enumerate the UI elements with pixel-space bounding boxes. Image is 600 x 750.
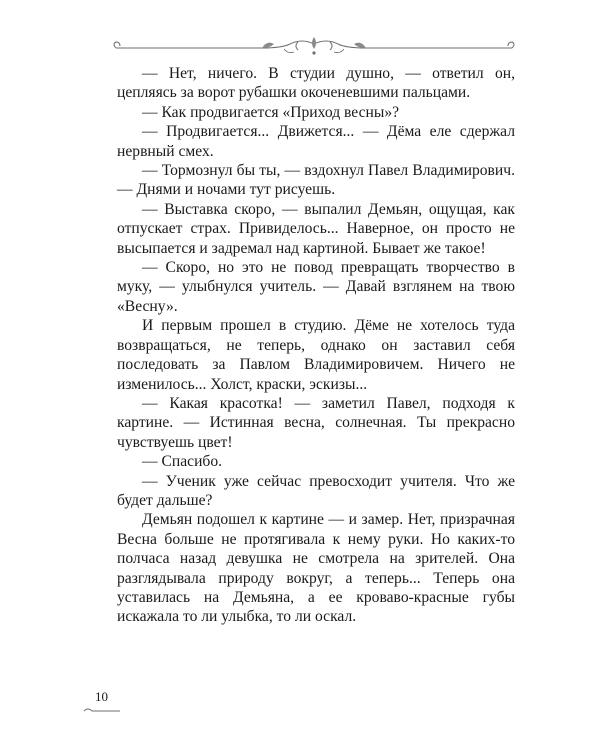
paragraph: — Какая красотка! — заметил Павел, подходя к картине. — Истинная весна, солнечная. Ты прекрасно чувствуешь цвет!	[117, 394, 515, 451]
paragraph: Демьян подошел к картине — и замер. Нет, призрачная Весна больше не протягивала к нему руки. Но каких-то полчаса назад девушка не смотрела на зрителей. Она разглядывала природу вокруг, а теперь... Теперь она уставилась на Демьяна, а ее кроваво-красные губы искажала то ли улыбка, то ли оскал.	[117, 511, 515, 626]
header-ornament	[112, 34, 516, 58]
paragraph: — Тормознул бы ты, — вздохнул Павел Владимирович. — Днями и ночами тут рисуешь.	[117, 162, 515, 199]
page-text	[117, 64, 515, 627]
paragraph: — Выставка скоро, — выпалил Демьян, ощущая, как отпускает страх. Привиделось... Наверное, он просто не высыпается и задремал над картиной. Бывает же такое!	[117, 200, 515, 257]
page-number-flourish	[82, 705, 122, 717]
paragraph: — Спасибо.	[142, 453, 223, 471]
paragraph: — Ученик уже сейчас превосходит учителя. Что же будет дальше?	[117, 472, 515, 509]
paragraph: — Скоро, но это не повод превращать творчество в муку, — улыбнулся учитель. — Давай взглянем на твою «Весну».	[117, 259, 515, 315]
paragraph: И первым прошел в студию. Дёме не хотелось туда возвращаться, не теперь, однако он заставил себя последовать за Павлом Владимировичем. Ничего не изменилось... Холст, краски, эскизы...	[117, 317, 515, 393]
paragraph: — Как продвигается «Приход весны»?	[142, 103, 400, 121]
paragraph: — Продвигается... Движется... — Дёма еле сдержал нервный смех.	[117, 123, 515, 160]
page-number: 10	[95, 689, 108, 704]
paragraph: — Нет, ничего. В студии душно, — ответил он, цепляясь за ворот рубашки окоченевшими пальцами.	[117, 65, 515, 102]
